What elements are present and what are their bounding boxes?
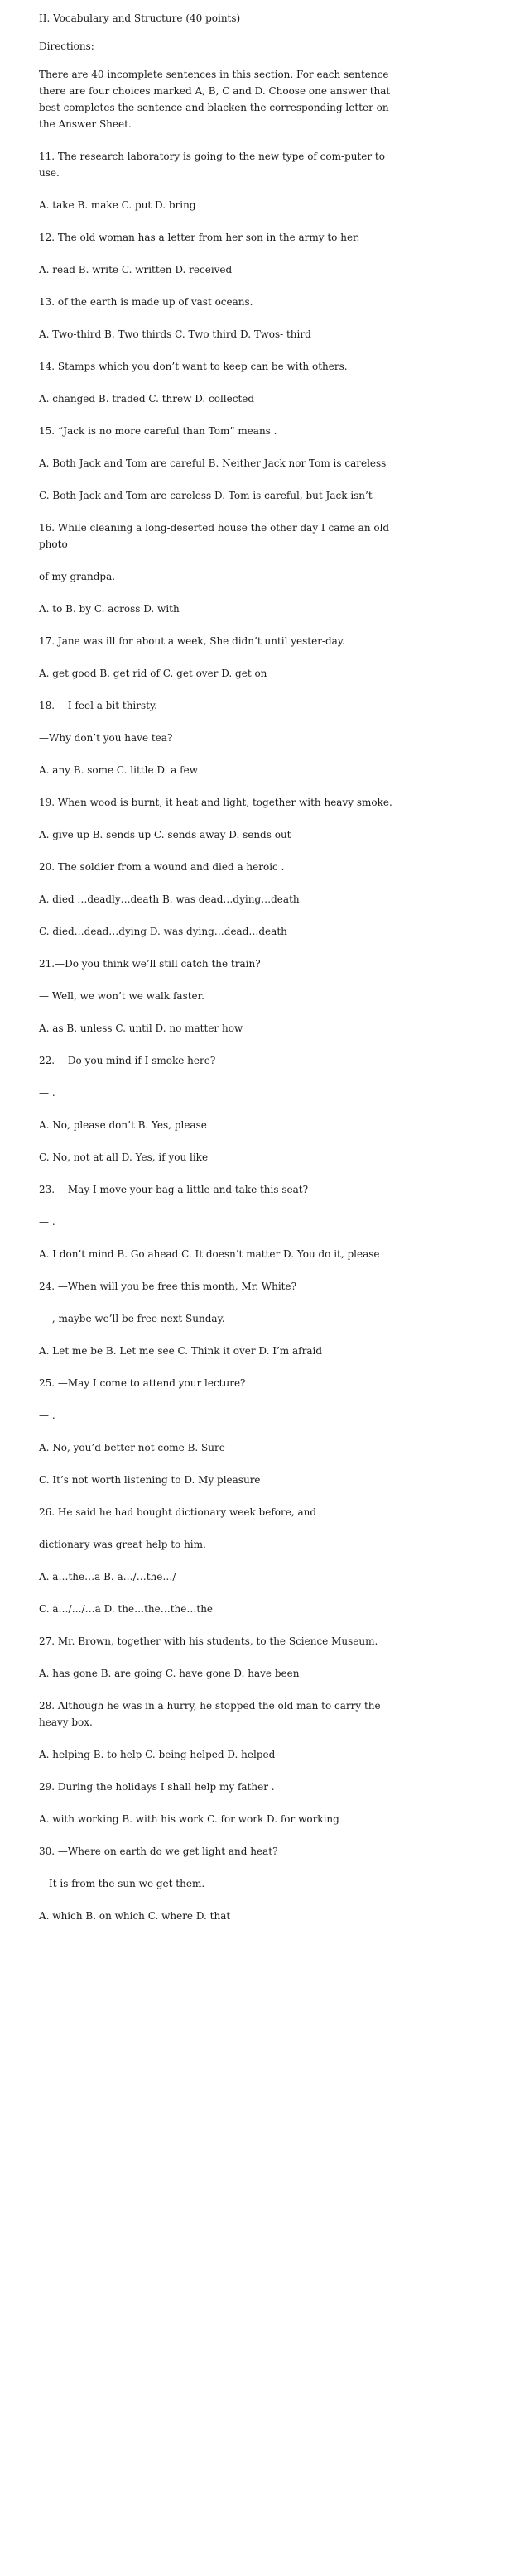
question-line: 25. —May I come to attend your lecture? <box>39 1377 246 1389</box>
answer-options: A. give up B. sends up C. sends away D. sends out <box>39 829 291 840</box>
answer-options: C. a…/…/…a D. the…the…the…the <box>39 1603 214 1615</box>
answer-options: A. Both Jack and Tom are careful B. Neither Jack nor Tom is careless <box>39 457 387 469</box>
question-line: 19. When wood is burnt, it heat and light, together with heavy smoke. <box>39 797 392 808</box>
answer-options: A. No, please don’t B. Yes, please <box>39 1119 207 1131</box>
answer-options: A. has gone B. are going C. have gone D. have been <box>39 1668 300 1679</box>
question-line: 20. The soldier from a wound and died a heroic . <box>39 861 285 873</box>
answer-options: A. with working B. with his work C. for work D. for working <box>39 1813 339 1825</box>
answer-options: A. which B. on which C. where D. that <box>39 1910 231 1922</box>
question-line: 28. Although he was in a hurry, he stopped the old man to carry the heavy box. <box>39 1700 381 1728</box>
question-line: 30. —Where on earth do we get light and heat? <box>39 1846 278 1857</box>
question-line: — , maybe we’ll be free next Sunday. <box>39 1313 225 1324</box>
document-body <box>39 10 403 1940</box>
question-line: — Well, we won’t we walk faster. <box>39 990 204 1002</box>
question-line: 16. While cleaning a long-deserted house the other day I came an old photo <box>39 522 390 550</box>
answer-options: C. Both Jack and Tom are careless D. Tom is careful, but Jack isn’t <box>39 490 373 501</box>
answer-options: A. Two-third B. Two thirds C. Two third D. Twos- third <box>39 328 311 340</box>
answer-options: A. Let me be B. Let me see C. Think it over D. I’m afraid <box>39 1345 322 1357</box>
question-line: — . <box>39 1216 55 1228</box>
question-line: 22. —Do you mind if I smoke here? <box>39 1055 216 1066</box>
answer-options: C. It’s not worth listening to D. My pleasure <box>39 1474 261 1486</box>
answer-options: A. No, you’d better not come B. Sure <box>39 1442 225 1453</box>
question-line: —Why don’t you have tea? <box>39 732 173 744</box>
answer-options: A. I don’t mind B. Go ahead C. It doesn’t matter D. You do it, please <box>39 1248 380 1260</box>
question-line: 23. —May I move your bag a little and take this seat? <box>39 1184 309 1195</box>
question-line: — . <box>39 1410 55 1421</box>
answer-options: A. read B. write C. written D. received <box>39 264 233 275</box>
question-line: 18. —I feel a bit thirsty. <box>39 700 157 711</box>
directions-heading: Directions: <box>39 41 94 52</box>
question-line: 15. “Jack is no more careful than Tom” means . <box>39 425 277 437</box>
section-title: II. Vocabulary and Structure (40 points) <box>39 12 241 24</box>
question-line: 14. Stamps which you don’t want to keep can be with others. <box>39 361 348 372</box>
answer-options: C. died…dead…dying D. was dying…dead…death <box>39 926 287 937</box>
question-line: 12. The old woman has a letter from her son in the army to her. <box>39 232 360 243</box>
question-line: 24. —When will you be free this month, Mr. White? <box>39 1281 297 1292</box>
question-line: 11. The research laboratory is going to the new type of com-puter to use. <box>39 151 385 179</box>
answer-options: A. a…the…a B. a…/…the…/ <box>39 1571 176 1582</box>
question-list <box>39 148 403 1924</box>
answer-options: A. changed B. traded C. threw D. collected <box>39 393 255 405</box>
question-line: dictionary was great help to him. <box>39 1539 206 1550</box>
question-line: of my grandpa. <box>39 571 116 582</box>
directions-text: There are 40 incomplete sentences in this section. For each sentence there are four choices marked A, B, C and D. Choose one answer that best completes the sentence and blacken the corresponding letter on the Answer Sheet. <box>39 69 391 130</box>
question-line: — . <box>39 1087 55 1099</box>
answer-options: C. No, not at all D. Yes, if you like <box>39 1152 209 1163</box>
answer-options: A. take B. make C. put D. bring <box>39 199 196 211</box>
answer-options: A. to B. by C. across D. with <box>39 603 180 615</box>
question-line: 29. During the holidays I shall help my father . <box>39 1781 275 1793</box>
answer-options: A. helping B. to help C. being helped D. helped <box>39 1749 276 1760</box>
answer-options: A. any B. some C. little D. a few <box>39 764 198 776</box>
question-line: 21.—Do you think we’ll still catch the train? <box>39 958 261 970</box>
question-line: —It is from the sun we get them. <box>39 1878 205 1889</box>
question-line: 13. of the earth is made up of vast oceans. <box>39 296 253 308</box>
answer-options: A. get good B. get rid of C. get over D. get on <box>39 668 267 679</box>
answer-options: A. as B. unless C. until D. no matter how <box>39 1022 243 1034</box>
question-line: 27. Mr. Brown, together with his students, to the Science Museum. <box>39 1635 378 1647</box>
answer-options: A. died …deadly…death B. was dead…dying…death <box>39 893 300 905</box>
question-line: 17. Jane was ill for about a week, She didn’t until yester-day. <box>39 635 345 647</box>
question-line: 26. He said he had bought dictionary week before, and <box>39 1506 317 1518</box>
